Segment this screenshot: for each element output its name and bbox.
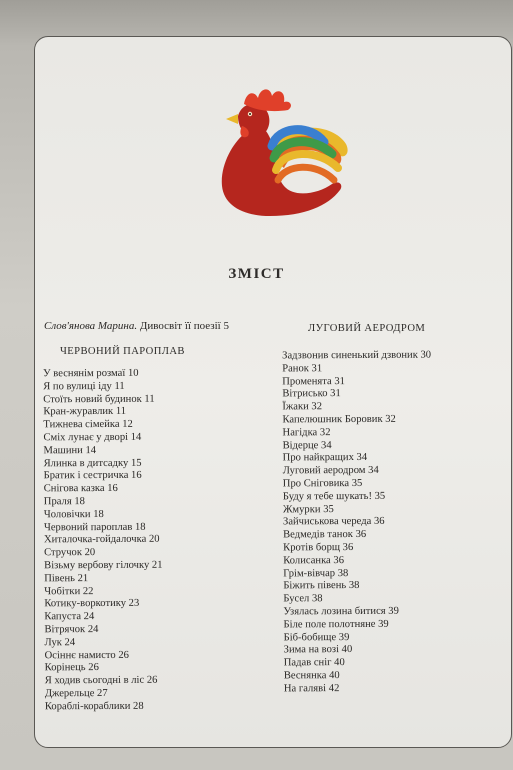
toc-entry: Кораблі-кораблики 28 — [44, 700, 144, 713]
toc-entry: Братик і сестричка 16 — [43, 470, 142, 482]
toc-entry: Веснянка 40 — [283, 670, 340, 682]
toc-entry: Ранок 31 — [282, 362, 323, 375]
page-title: ЗМІСТ — [228, 266, 285, 282]
toc-entry: Праля 18 — [43, 496, 85, 508]
toc-entry: У веснянім розмаї 10 — [43, 367, 139, 380]
toc-entry: Променята 31 — [282, 375, 345, 387]
toc-entry: Джерельце 27 — [44, 687, 108, 700]
toc-entry: Біле поле полотняне 39 — [283, 618, 389, 631]
toc-entry: Червоний пароплав 18 — [43, 521, 146, 533]
toc-entry: Біб-бобище 39 — [283, 631, 350, 643]
toc-entry: Задзвонив синенький дзвоник 30 — [282, 349, 432, 362]
toc-entry: Я по вулиці іду 11 — [43, 380, 125, 393]
toc-entry: Чоловічки 18 — [43, 508, 104, 521]
toc-entry: Візьму вербову гілочку 21 — [44, 559, 163, 572]
toc-entry: Кран-журавлик 11 — [43, 406, 127, 418]
intro-line — [44, 320, 229, 332]
toc-entry: Котику-воркотику 23 — [44, 598, 140, 610]
toc-entry: Капуста 24 — [44, 611, 95, 623]
intro-text: Дивосвіт її поезії 5 — [137, 320, 229, 332]
toc-entry: Хиталочка-гойдалочка 20 — [43, 534, 160, 546]
toc-entry: Стоїть новий будинок 11 — [43, 393, 155, 405]
toc-entry: Снігова казка 16 — [43, 483, 118, 495]
toc-entry: Кротів борщ 36 — [283, 541, 354, 554]
toc-entry: Ялинка в дитсадку 15 — [43, 457, 142, 469]
toc-entry: Тижнева сімейка 12 — [43, 419, 133, 431]
toc-entry: Капелюшник Боровик 32 — [282, 413, 396, 426]
toc-entry: Жмурки 35 — [282, 503, 334, 515]
section-heading-left: ЧЕРВОНИЙ ПАРОПЛАВ — [60, 346, 185, 357]
toc-column-right — [282, 350, 433, 696]
toc-column-left — [43, 368, 163, 714]
toc-entry: Машини 14 — [43, 444, 97, 457]
toc-entry: Луговий аеродром 34 — [282, 465, 379, 477]
toc-entry: Узялась лозина битися 39 — [283, 605, 399, 618]
toc-entry: Півень 21 — [44, 572, 89, 585]
toc-entry: На галяві 42 — [283, 682, 340, 695]
toc-entry: Чобітки 22 — [44, 585, 94, 597]
toc-entry: Ведмедів танок 36 — [283, 529, 367, 541]
toc-entry: Вітрячок 24 — [44, 623, 99, 636]
toc-entry: Нагідка 32 — [282, 426, 331, 439]
toc-entry: Буду я тебе шукать! 35 — [282, 490, 386, 503]
toc-entry: Їжаки 32 — [282, 401, 323, 413]
toc-entry: Осіннє намисто 26 — [44, 649, 129, 661]
toc-entry: Зима на возі 40 — [283, 644, 353, 656]
intro-author: Слов'янова Марина. — [44, 320, 138, 332]
toc-entry: Стручок 20 — [44, 547, 96, 559]
section-heading-right: ЛУГОВИЙ АЕРОДРОМ — [308, 323, 426, 334]
toc-entry: Колисанка 36 — [283, 554, 345, 567]
toc-entry: Зайчиськова череда 36 — [282, 516, 385, 528]
toc-entry: Вітрисько 31 — [282, 388, 341, 400]
toc-entry: Сміх лунає у дворі 14 — [43, 431, 142, 444]
toc-entry: Біжить півень 38 — [283, 580, 360, 592]
toc-entry: Лук 24 — [44, 636, 76, 649]
toc-entry: Падав сніг 40 — [283, 657, 345, 669]
toc-entry: Я ходив сьогодні в ліс 26 — [44, 674, 158, 687]
toc-entry: Відерце 34 — [282, 439, 332, 451]
toc-entry: Бусел 38 — [283, 593, 323, 605]
toc-entry: Про Сніговика 35 — [282, 477, 363, 490]
toc-entry: Корінець 26 — [44, 662, 99, 674]
toc-entry: Грім-вівчар 38 — [283, 567, 349, 579]
rooster-icon — [214, 82, 360, 220]
toc-entry: Про найкращих 34 — [282, 452, 368, 464]
